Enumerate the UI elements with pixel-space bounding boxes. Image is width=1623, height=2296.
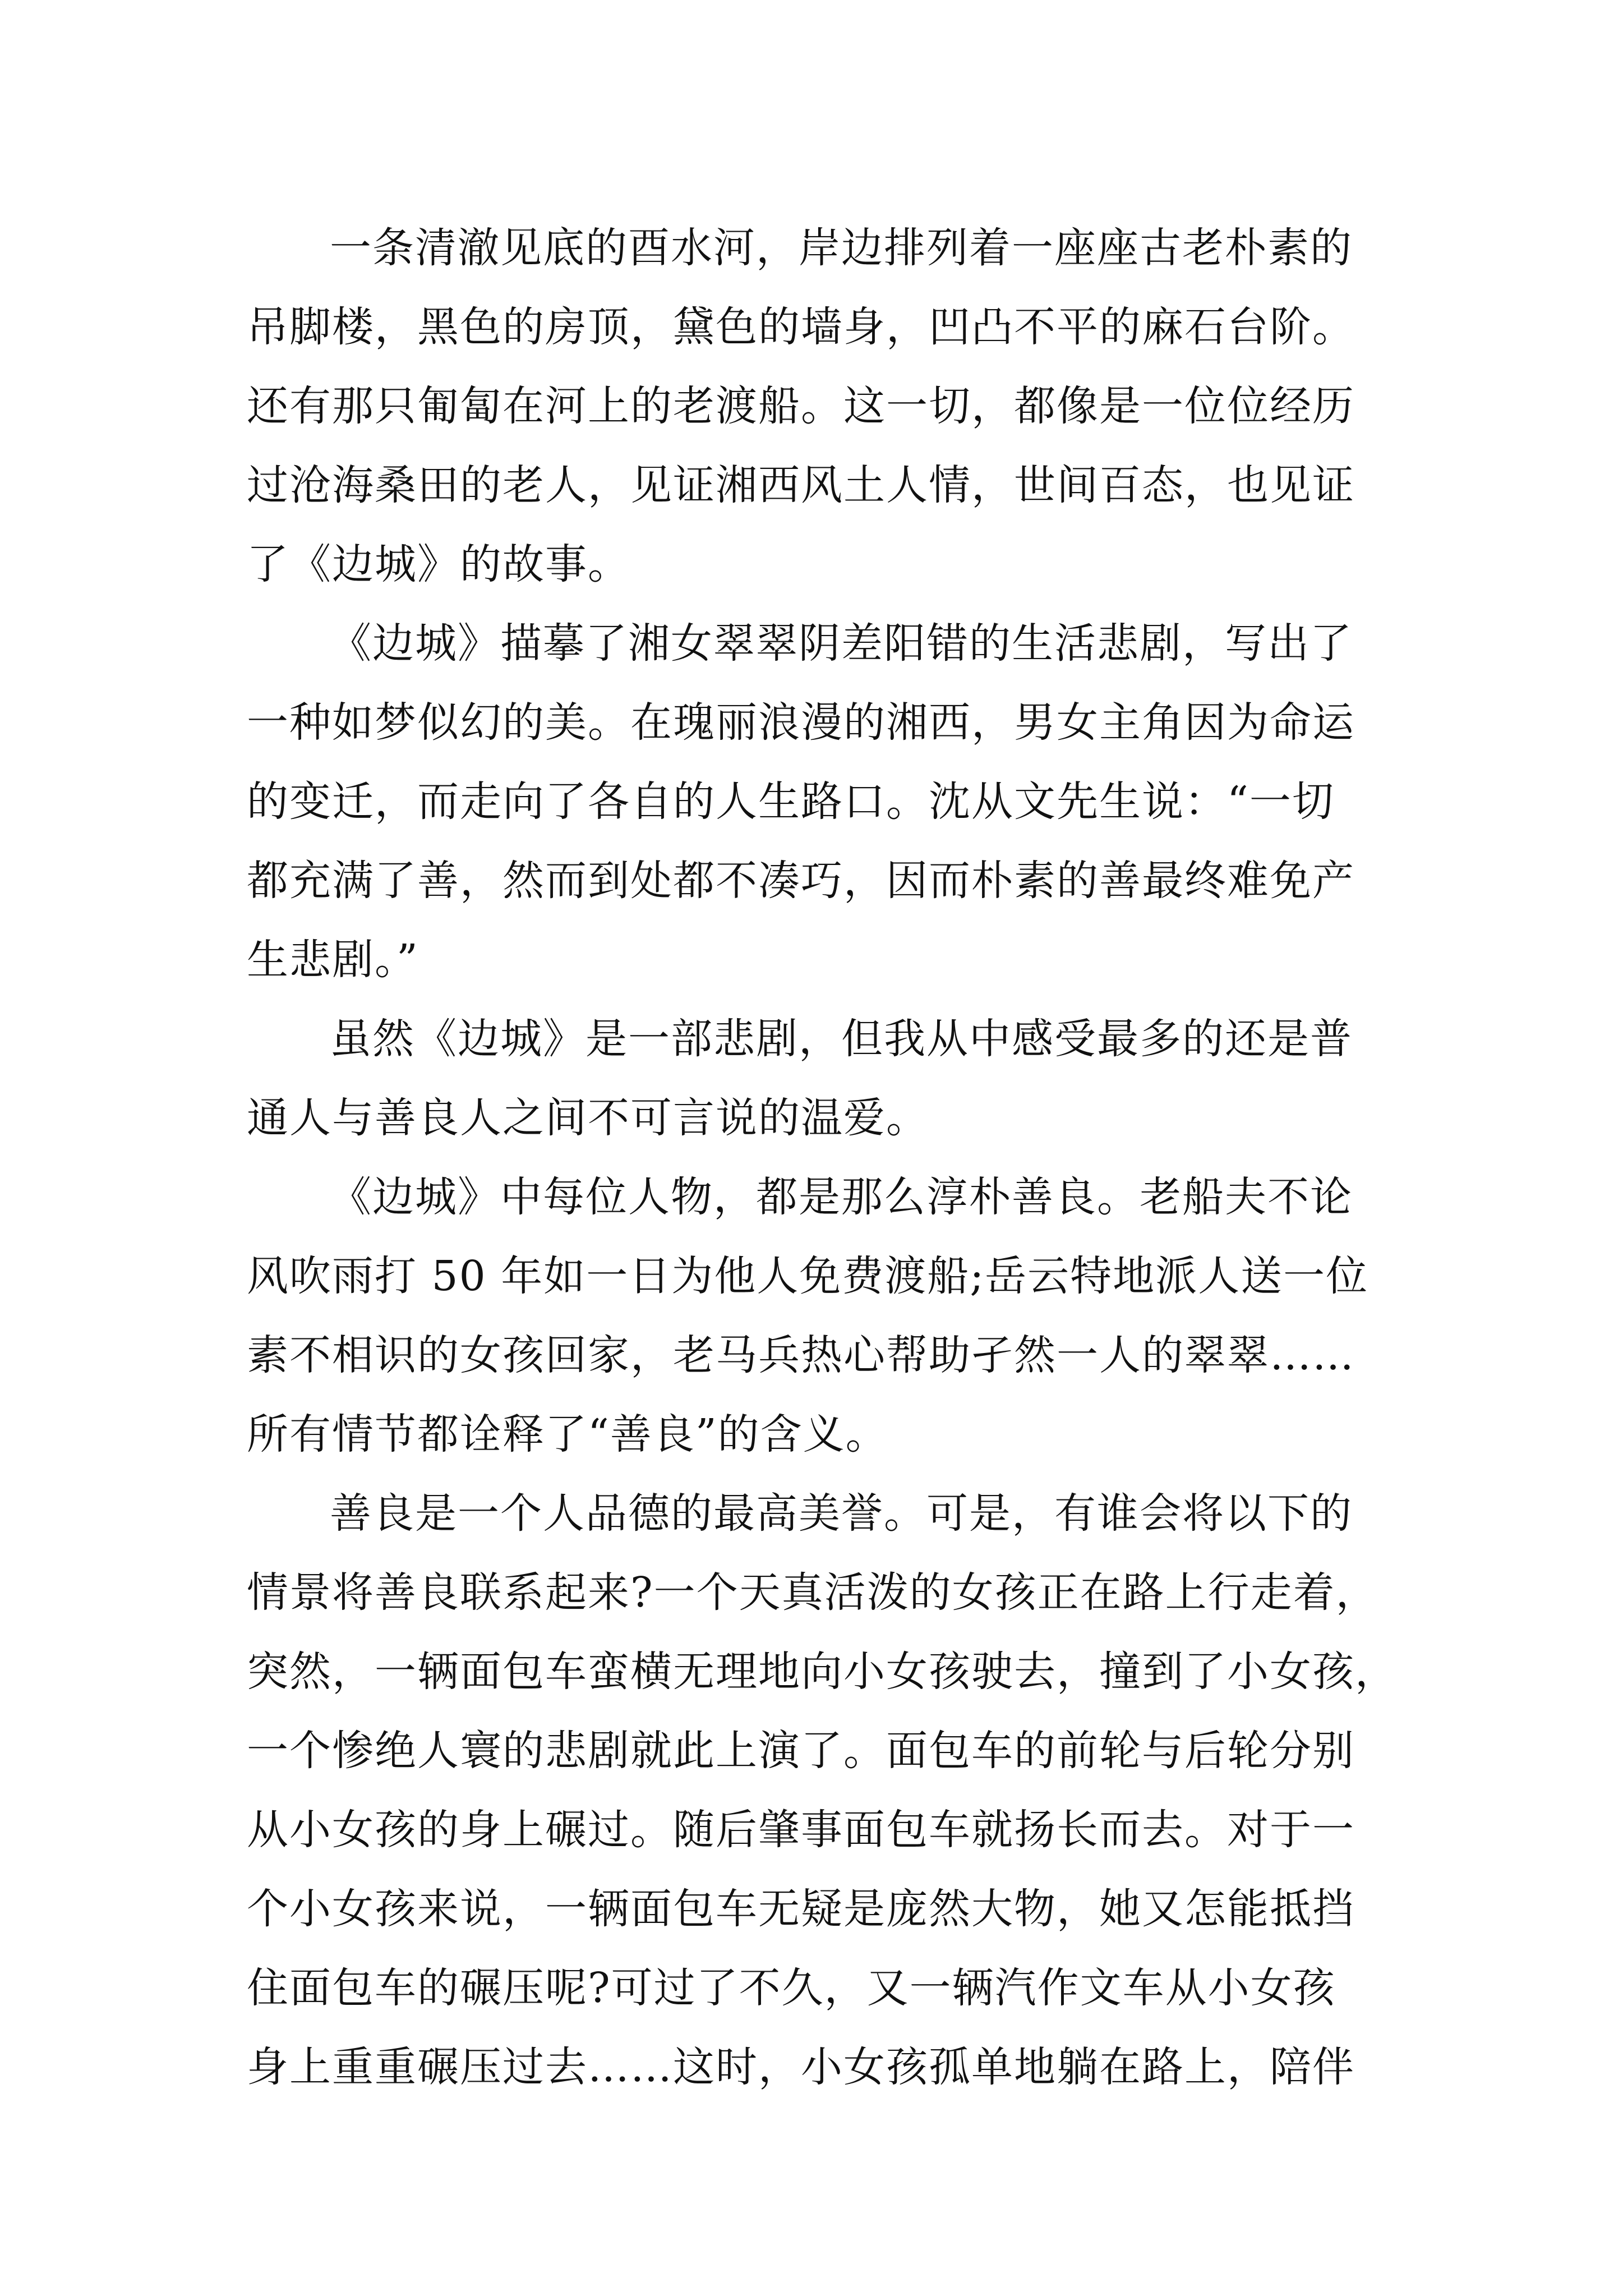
- text-line: 通人与善良人之间不可言说的温爱。: [247, 1094, 929, 1142]
- text-line: 还有那只匍匐在河上的老渡船。这一切，都像是一位位经历: [247, 382, 1355, 430]
- text-line: 了《边城》的故事。: [247, 540, 630, 588]
- text-line: 一个惨绝人寰的悲剧就此上演了。面包车的前轮与后轮分别: [247, 1727, 1355, 1775]
- text-line: 过沧海桑田的老人，见证湘西风土人情，世间百态，也见证: [247, 461, 1355, 509]
- text-line: 一种如梦似幻的美。在瑰丽浪漫的湘西，男女主角因为命运: [247, 698, 1355, 747]
- body-text: [247, 209, 1398, 2107]
- text-line: 身上重重碾压过去……这时，小女孩孤单地躺在路上，陪伴: [247, 2043, 1355, 2091]
- text-line: 善良是一个人品德的最高美誉。可是，有谁会将以下的: [330, 1489, 1353, 1538]
- text-line: 个小女孩来说，一辆面包车无疑是庞然大物，她又怎能抵挡: [247, 1885, 1355, 1933]
- text-line: 虽然《边城》是一部悲剧，但我从中感受最多的还是普: [330, 1015, 1353, 1063]
- text-line: 素不相识的女孩回家，老马兵热心帮助孑然一人的翠翠……: [247, 1331, 1355, 1379]
- text-line: 情景将善良联系起来?一个天真活泼的女孩正在路上行走着，: [247, 1568, 1378, 1617]
- text-line: 都充满了善，然而到处都不凑巧，因而朴素的善最终难免产: [247, 857, 1355, 905]
- text-line: 从小女孩的身上碾过。随后肇事面包车就扬长而去。对于一: [247, 1806, 1355, 1854]
- text-line: 《边城》中每位人物，都是那么淳朴善良。老船夫不论: [330, 1173, 1353, 1221]
- text-line: 《边城》描摹了湘女翠翠阴差阳错的生活悲剧，写出了: [330, 619, 1353, 668]
- text-line: 突然，一辆面包车蛮横无理地向小女孩驶去，撞到了小女孩，: [247, 1648, 1398, 1696]
- text-line: 住面包车的碾压呢?可过了不久，又一辆汽作文车从小女孩: [247, 1964, 1336, 2012]
- text-line: 生悲剧。”: [247, 936, 419, 984]
- text-line: 风吹雨打 50 年如一日为他人免费渡船;岳云特地派人送一位: [247, 1252, 1369, 1300]
- text-line: 一条清澈见底的酉水河，岸边排列着一座座古老朴素的: [330, 224, 1353, 272]
- text-line: 所有情节都诠释了“善良”的含义。: [247, 1410, 888, 1458]
- text-line: 的变迁，而走向了各自的人生路口。沈从文先生说：“一切: [247, 777, 1335, 826]
- text-line: 吊脚楼，黑色的房顶，黛色的墙身，凹凸不平的麻石台阶。: [247, 303, 1355, 351]
